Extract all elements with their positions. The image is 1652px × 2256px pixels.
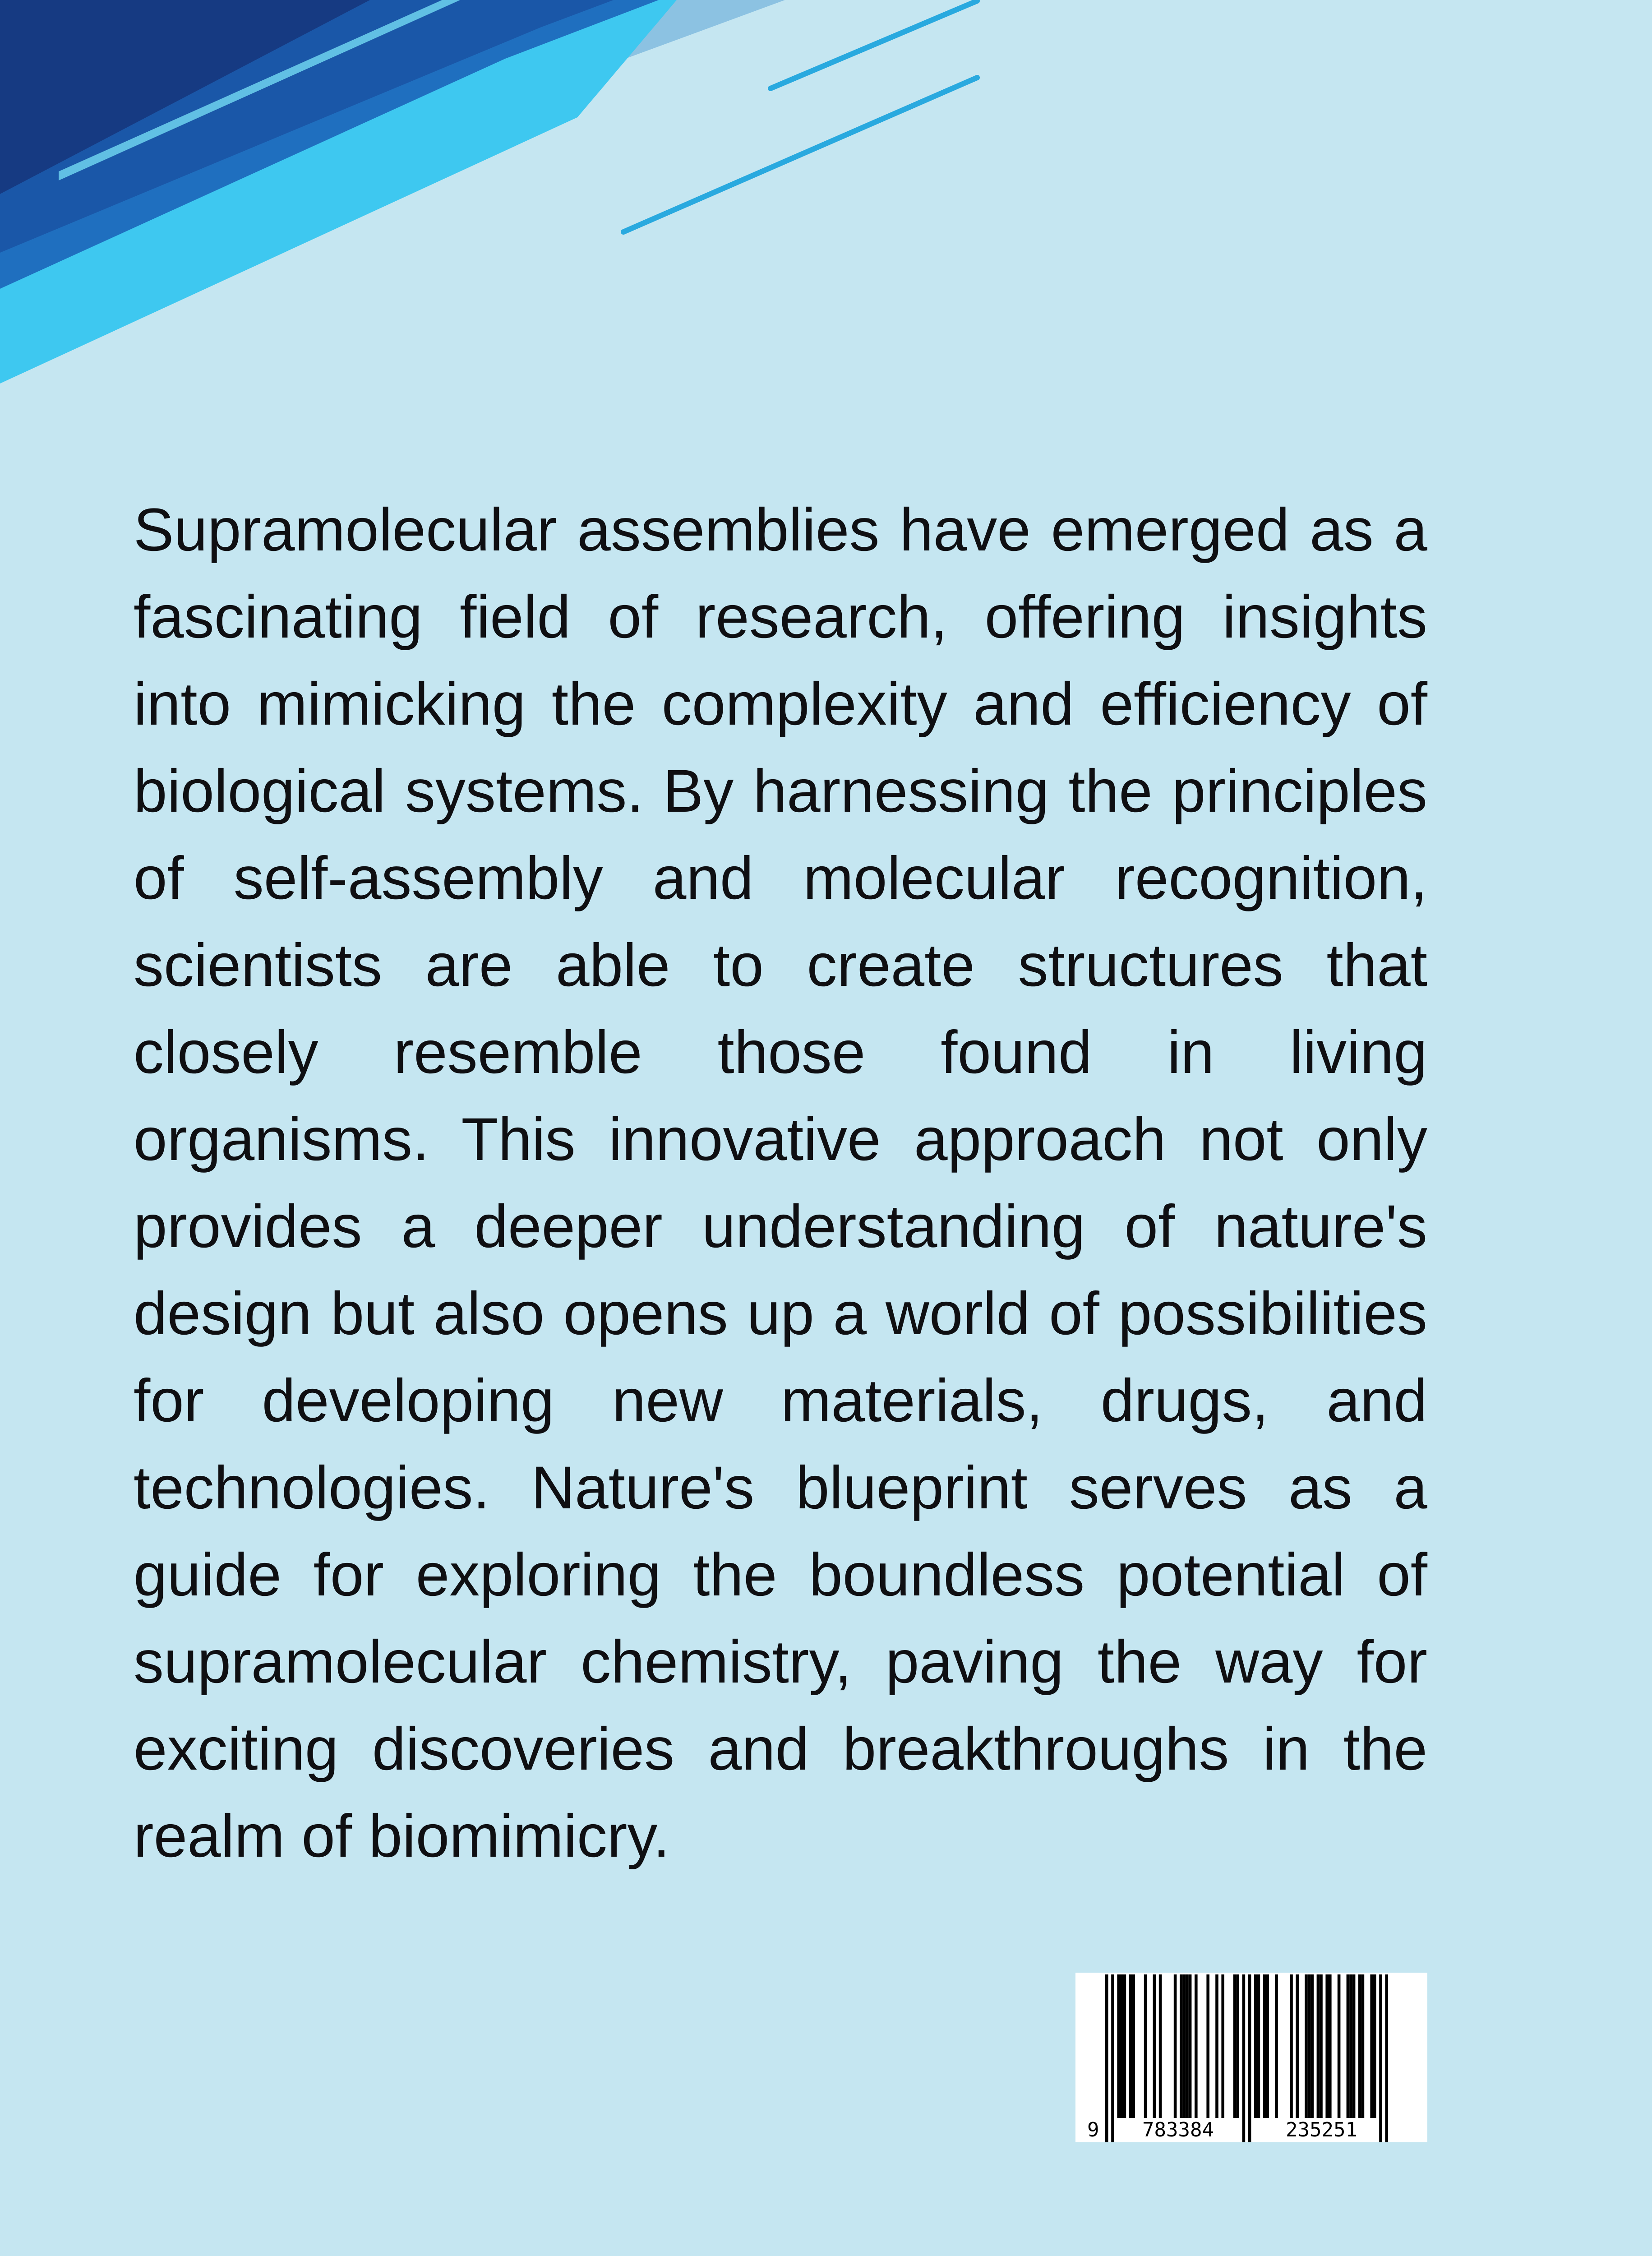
barcode-bar: [1379, 1974, 1382, 2142]
barcode-bar: [1236, 1974, 1239, 2118]
barcode-bar: [1195, 1974, 1198, 2118]
corner-stripes-decoration: [0, 0, 1652, 406]
barcode-bar: [1325, 1974, 1329, 2118]
isbn-barcode: [1075, 1973, 1427, 2142]
barcode-bar: [1159, 1974, 1162, 2118]
barcode-bar: [1248, 1974, 1251, 2142]
barcode-right-group: 235251: [1283, 2118, 1360, 2142]
barcode-lead-digit: 9: [1087, 2118, 1099, 2141]
barcode-bars: [1075, 1973, 1427, 2142]
accent-line-bottom: [623, 78, 977, 232]
barcode-bar: [1254, 1974, 1257, 2118]
barcode-bar: [1186, 1974, 1189, 2118]
barcode-bar: [1320, 1974, 1323, 2118]
barcode-bar: [1373, 1974, 1376, 2118]
barcode-bar: [1206, 1974, 1209, 2118]
barcode-bar: [1290, 1974, 1293, 2118]
barcode-bar: [1120, 1974, 1123, 2118]
barcode-bar: [1263, 1974, 1266, 2118]
barcode-bar: [1347, 1974, 1350, 2118]
barcode-bar: [1352, 1974, 1356, 2118]
barcode-bar: [1385, 1974, 1388, 2142]
barcode-bar: [1215, 1974, 1218, 2118]
barcode-bar: [1317, 1974, 1320, 2118]
barcode-bar: [1311, 1974, 1314, 2118]
barcode-bar: [1153, 1974, 1156, 2118]
barcode-digits: [1075, 2118, 1427, 2142]
barcode-bar: [1305, 1974, 1308, 2118]
barcode-bar: [1144, 1974, 1147, 2118]
accent-line-top: [771, 1, 977, 88]
barcode-bar: [1221, 1974, 1224, 2118]
barcode-bar: [1349, 1974, 1352, 2118]
barcode-bar: [1174, 1974, 1177, 2118]
barcode-bar: [1233, 1974, 1237, 2118]
barcode-bar: [1183, 1974, 1186, 2118]
barcode-bar: [1308, 1974, 1311, 2118]
barcode-bar: [1242, 1974, 1246, 2142]
barcode-bar: [1296, 1974, 1299, 2118]
barcode-bar: [1117, 1974, 1120, 2118]
barcode-bar: [1361, 1974, 1365, 2118]
barcode-bar: [1358, 1974, 1361, 2118]
barcode-bar: [1123, 1974, 1126, 2118]
barcode-bar: [1257, 1974, 1260, 2118]
barcode-bar: [1105, 1974, 1108, 2142]
barcode-bar: [1370, 1974, 1373, 2118]
barcode-bar: [1180, 1974, 1183, 2118]
barcode-left-group: 783384: [1140, 2118, 1217, 2142]
barcode-bar: [1129, 1974, 1132, 2118]
barcode-bar: [1329, 1974, 1332, 2118]
barcode-bar: [1132, 1974, 1135, 2118]
barcode-bar: [1266, 1974, 1269, 2118]
barcode-bar: [1189, 1974, 1192, 2118]
barcode-bar: [1275, 1974, 1278, 2118]
back-cover-blurb: Supramolecular assemblies have emerged as a fascinating field of research, offering insights into mimicking the complexity and efficiency of biological systems. By harnessing the principles of self-assembly and molecular recognition, scientists are able to create structures that closely resemble those found in living organisms. This innovative approach not only provides a deeper understanding of nature's design but also opens up a world of possibilities for developing new materials, drugs, and technologies. Nature's blueprint serves as a guide for exploring the boundless potential of supramolecular chemistry, paving the way for exciting discoveries and breakthroughs in the realm of biomimicry.: [134, 496, 1427, 1870]
barcode-bar: [1111, 1974, 1114, 2142]
barcode-bar: [1338, 1974, 1341, 2118]
